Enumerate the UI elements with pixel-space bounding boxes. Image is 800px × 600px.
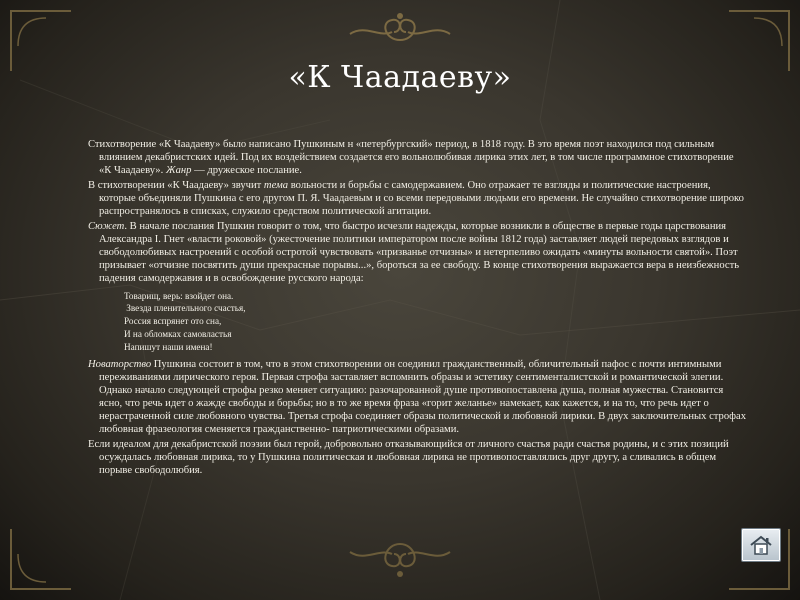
genre-label: Жанр [165, 165, 192, 177]
plot-text: . В начале послания Пушкин говорит о том, что быстро исчезли надежды, которые возникли в обществе в первые годы царствования Александра I. Гнет «власти роковой» (ужесточение политики императором после войны 1812 года) заставляет людей передовых взглядов и свободолюбивых настроений с особой остротой чувствовать «призванье отчизны» и нетерпеливо ожидать «минуты вольности святой». Поэт призывает «отчизне посвятить души прекрасные порывы...», бороться за ее свободу. В конце стихотворения выражается вера в неизбежность падения самодержавия и в освобождение русского народа: [99, 221, 740, 285]
paragraph-innovation [88, 358, 748, 436]
paragraph-theme [88, 179, 748, 218]
poem-quote [88, 290, 748, 355]
paragraph-intro-text: Стихотворение «К Чаадаеву» было написано Пушкиным н «петербургский» период, в 1818 году. В это время поэт находился под сильным влиянием декабристских идей. Под их воздействием создается его вольнолюбивая лирика этих лет, в том числе программное стихотворение «К Чаадаеву». [88, 139, 734, 177]
theme-lead-text: В стихотворении «К Чаадаеву» звучит [88, 180, 264, 192]
innovation-label: Новаторство [88, 359, 152, 371]
poem-line: Напишут наши имена! [124, 342, 213, 353]
conclusion-text: Если идеалом для декабристской поэзии был герой, добровольно отказывающийся от личного счастья ради счастья родины, и с этих позиций осуждалась любовная лирика, то у Пушкина политическая и любовная лирика не противопоставлялись друг другу, а сливались в общем порыве свободолюбия. [88, 439, 729, 477]
corner-ornament-bottom-left [6, 524, 76, 594]
poem-line: И на обломках самовластья [124, 329, 232, 340]
paragraph-intro [88, 138, 748, 177]
plot-label: Сюжет [88, 221, 125, 233]
theme-label: тема [263, 180, 289, 192]
top-flourish-ornament [340, 10, 460, 46]
paragraph-plot [88, 220, 748, 285]
paragraph-conclusion [88, 438, 748, 477]
home-icon [748, 534, 774, 556]
slide-title: «К Чаадаеву» [288, 60, 512, 95]
innovation-text: Пушкина состоит в том, что в этом стихотворении он соединил гражданственный, обличительный пафос с почти интимными переживаниями лирического героя. Первая строфа заставляет вспомнить образы и эстетику сентименталистской и романтической элегии. Однако начало следующей строфы резко меняет ситуацию: разочарованной душе противопоставлена душа, полная мужества. Становится ясно, что речь идет о жажде свободы и борьбы; но в то же время фраза «горит желанье» намекает, как кажется, и на то, что речь идет о нерастраченной силе любовного чувства. Третья строфа соединяет образы политической и любовной лирики. В двух заключительных строфах любовная фразеология сменяется гражданственно- патриотическими образами. [99, 359, 747, 436]
poem-line: Звезда пленительного счастья, [124, 303, 246, 314]
poem-line: Товарищ, верь: взойдет она. [124, 290, 234, 301]
bottom-flourish-ornament [340, 540, 460, 580]
genre-text: — дружеское послание. [191, 165, 302, 177]
poem-line: Россия вспрянет ото сна, [124, 316, 222, 327]
home-button[interactable] [741, 528, 781, 562]
theme-text: вольности и борьбы с самодержавием. Оно отражает те взгляды и политические настроения, которые объединяли Пушкина с его другом П. Я. Чаадаевым и со всеми передовыми людьми его времени. Не случайно стихотворение широко распространялось в списках, служило средством политической агитации. [99, 180, 744, 218]
slide-body [88, 138, 748, 479]
